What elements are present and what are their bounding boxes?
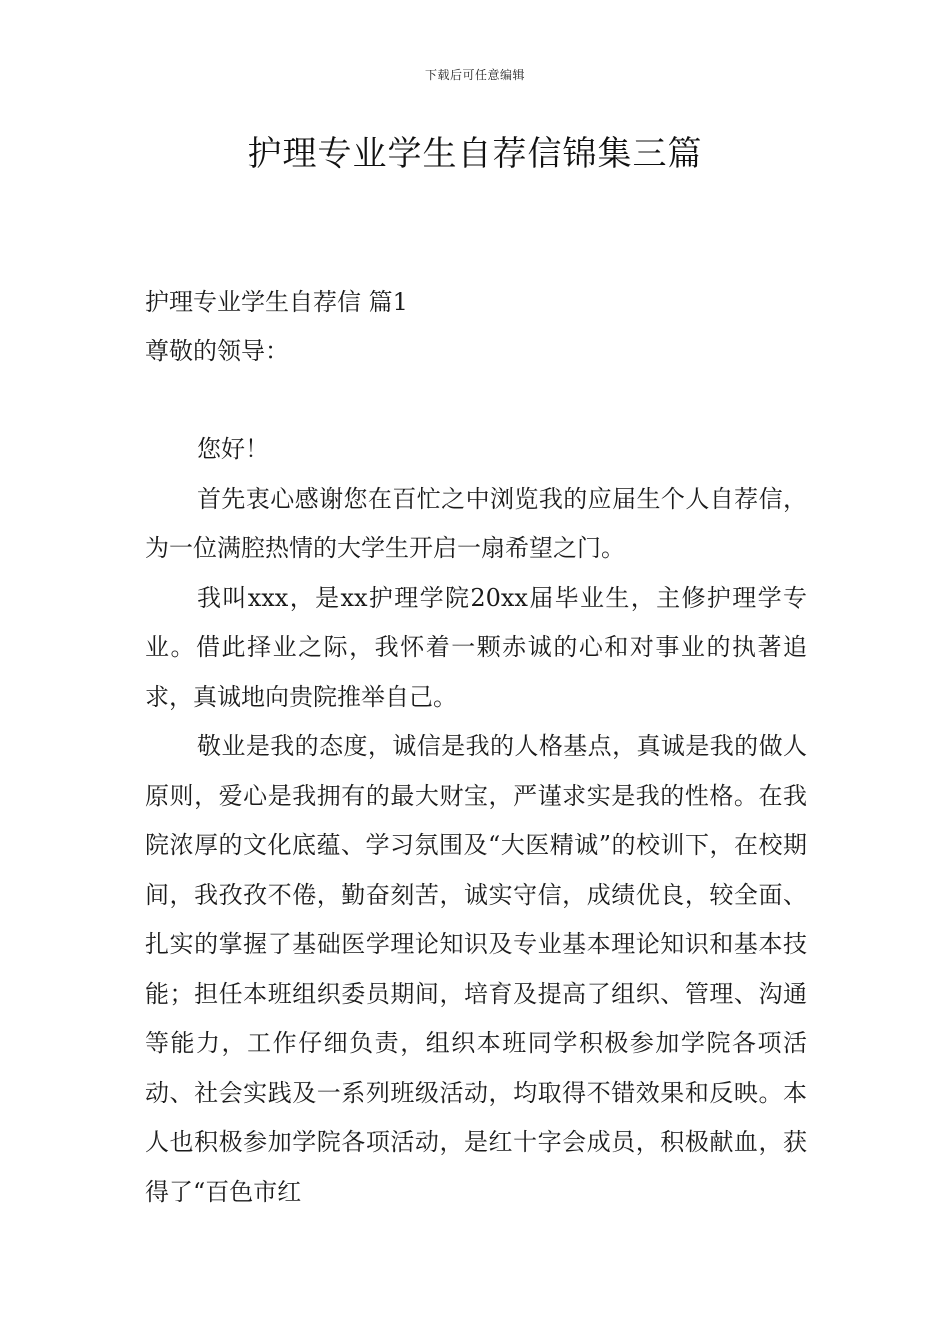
paragraph-qualities: 敬业是我的态度，诚信是我的人格基点，真诚是我的做人原则，爱心是我拥有的最大财宝，严谨求实是我的性格。在我院浓厚的文化底蕴、学习氛围及“大医精诚”的校训下，在校期间，我孜孜不倦，勤奋刻苦，诚实守信，成绩优良，较全面、扎实的掌握了基础医学理论知识及专业基本理论知识和基本技能；担任本班组织委员期间，培育及提高了组织、管理、沟通等能力，工作仔细负责，组织本班同学积极参加学院各项活动、社会实践及一系列班级活动，均取得不错效果和反映。本人也积极参加学院各项活动，是红十字会成员，积极献血，获得了“百色市红 bbox=[145, 732, 807, 1206]
salutation: 尊敬的领导： bbox=[145, 337, 289, 365]
section-heading: 护理专业学生自荐信 篇1 bbox=[145, 288, 408, 316]
letter-body bbox=[145, 425, 807, 1217]
document-title: 护理专业学生自荐信锦集三篇 bbox=[247, 134, 703, 174]
paragraph-greeting: 您好！ bbox=[197, 435, 269, 463]
header-note: 下载后可任意编辑 bbox=[424, 68, 525, 82]
paragraph-thanks: 首先衷心感谢您在百忙之中浏览我的应届生个人自荐信，为一位满腔热情的大学生开启一扇希望之门。 bbox=[145, 484, 807, 562]
paragraph-introduction: 我叫xxx，是xx护理学院20xx届毕业生，主修护理学专业。借此择业之际，我怀着一颗赤诚的心和对事业的执著追求，真诚地向贵院推举自己。 bbox=[145, 583, 807, 711]
